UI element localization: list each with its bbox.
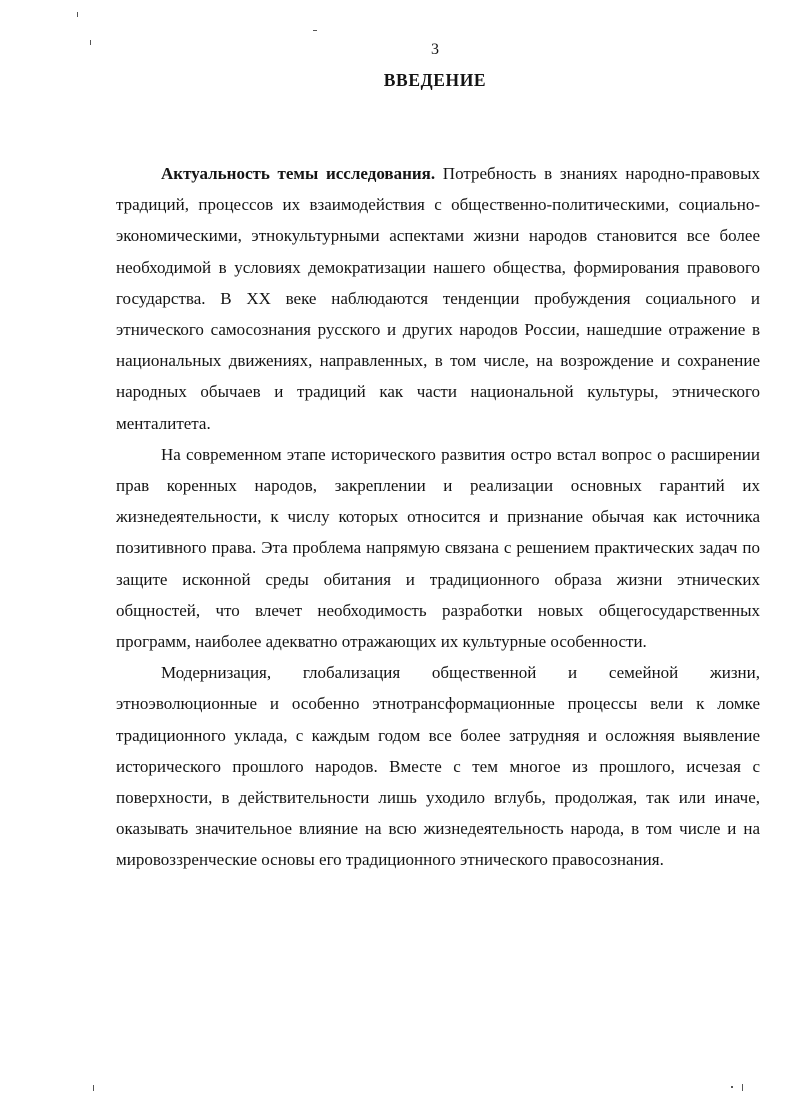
scan-speck [742,1084,743,1091]
paragraph-text: Модернизация, глобализация общественной и семейной жизни, этноэволюционные и особенно этнотрансформационные процессы вели к ломке традиционного уклада, с каждым годом все более затрудняя и осложняя выявление исторического прошлого народов. Вместе с тем многое из прошлого, исчезая с поверхности, в действительности лишь уходило вглубь, продолжая, так или иначе, оказывать значительное влияние на всю жизнедеятельность народа, в том числе и на мировоззренческие основы его традиционного этнического правосознания. [116,663,760,870]
page-number: 3 [431,41,439,58]
paragraph [116,439,760,657]
scan-speck [313,30,317,31]
paragraph-text: Потребность в знаниях народно-правовых традиций, процессов их взаимодействия с общественно-политическими, социально-экономическими, этнокультурными аспектами жизни народов становится все более необходимой в условиях демократизации нашего общества, формирования правового государства. В XX веке наблюдаются тенденции пробуждения социального и этнического самосознания русского и других народов России, нашедшие отражение в национальных движениях, направленных, в том числе, на возрождение и сохранение народных обычаев и традиций как части национальной культуры, этнического менталитета. [116,164,760,433]
page-title: ВВЕДЕНИЕ [383,70,487,90]
scan-speck [77,12,78,17]
scan-speck [93,1085,94,1091]
paragraph [116,158,760,439]
scan-speck [731,1086,733,1088]
paragraph [116,657,760,875]
body-text [116,158,760,876]
paragraph-lead: Актуальность темы исследования. [161,164,436,183]
paragraph-text: На современном этапе исторического развития остро встал вопрос о расширении прав коренных народов, закреплении и реализации основных гарантий их жизнедеятельности, к числу которых относится и признание обычая как источника позитивного права. Эта проблема напрямую связана с решением практических задач по защите исконной среды обитания и традиционного образа жизни этнических общностей, что влечет необходимость разработки новых общегосударственных программ, наиболее адекватно отражающих их культурные особенности. [116,444,760,652]
